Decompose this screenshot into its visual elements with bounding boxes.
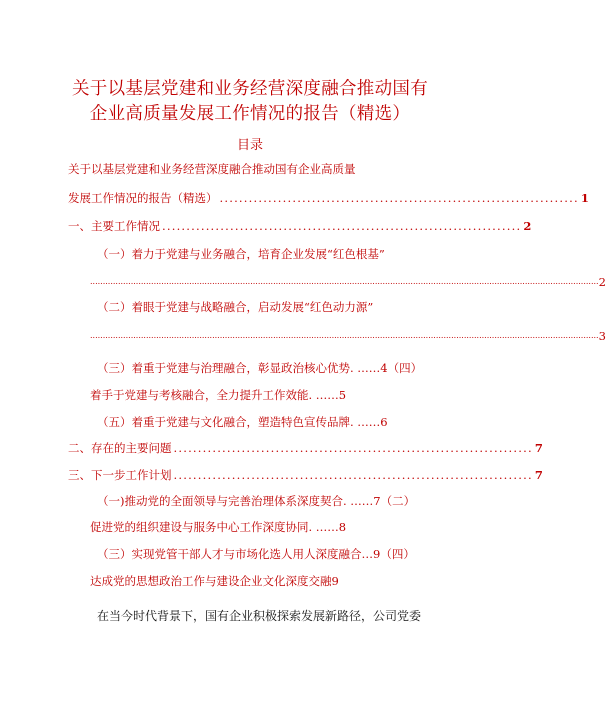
- toc-entry-8[interactable]: 二、存在的主要问题 .......................................................................... 7: [68, 441, 543, 455]
- toc-entry-13[interactable]: 达成党的思想政治工作与建设企业文化深度交融9: [90, 574, 339, 588]
- toc-entry-5[interactable]: （三）着重于党建与治理融合，彰显政治核心优势. ……4（四）: [97, 361, 423, 375]
- toc-page-number: 3: [598, 329, 606, 343]
- toc-entry-12[interactable]: （三）实现党管干部人才与市场化选人用人深度融合…9（四）: [97, 547, 415, 561]
- toc-entry-1-line-2[interactable]: 发展工作情况的报告（精选） .......................................................................... 1: [68, 191, 589, 205]
- toc-entry-11[interactable]: 促进党的组织建设与服务中心工作深度协同. ……8: [90, 520, 347, 534]
- report-title-line-1: 关于以基层党建和业务经营深度融合推动国有: [72, 79, 428, 99]
- toc-entry-3-leader[interactable]: [90, 273, 606, 291]
- toc-page-number: 1: [580, 191, 589, 205]
- toc-entry-1-line-1[interactable]: 关于以基层党建和业务经营深度融合推动国有企业高质量: [68, 162, 356, 176]
- toc-page-number: 7: [534, 441, 543, 455]
- body-paragraph: 在当今时代背景下，国有企业积极探索发展新路径，公司党委: [97, 609, 422, 623]
- toc-entry-6[interactable]: 着手于党建与考核融合，全力提升工作效能. ……5: [90, 388, 347, 402]
- leader-dots: ..........................................................................: [173, 441, 533, 455]
- toc-entry-10[interactable]: （一)推动党的全面领导与完善治理体系深度契合. ……7（二）: [97, 494, 416, 508]
- toc-entry-4-leader[interactable]: [90, 327, 606, 345]
- toc-page-number: 2: [523, 219, 532, 233]
- toc-entry-2[interactable]: 一、主要工作情况 .......................................................................... 2: [68, 219, 532, 233]
- toc-page-number: 2: [598, 275, 606, 289]
- report-title-line-2: 企业高质量发展工作情况的报告（精选）: [89, 104, 411, 124]
- leader-dots: ........................................................................................................................................................................................................: [90, 277, 599, 286]
- leader-dots: ..........................................................................: [173, 468, 533, 482]
- toc-heading: 目录: [236, 138, 263, 153]
- toc-entry-4[interactable]: （二）着眼于党建与战略融合，启动发展“红色动力源”: [97, 300, 374, 314]
- toc-page-number: 7: [534, 468, 543, 482]
- toc-entry-9[interactable]: 三、下一步工作计划 .......................................................................... 7: [68, 468, 543, 482]
- toc-entry-3[interactable]: （一）着力于党建与业务融合，培育企业发展“红色根基”: [97, 247, 385, 261]
- leader-dots: ........................................................................................................................................................................................................: [90, 331, 599, 340]
- leader-dots: ..........................................................................: [219, 191, 579, 205]
- leader-dots: ..........................................................................: [162, 219, 522, 233]
- toc-entry-7[interactable]: （五）着重于党建与文化融合，塑造特色宣传品牌. ……6: [97, 415, 388, 429]
